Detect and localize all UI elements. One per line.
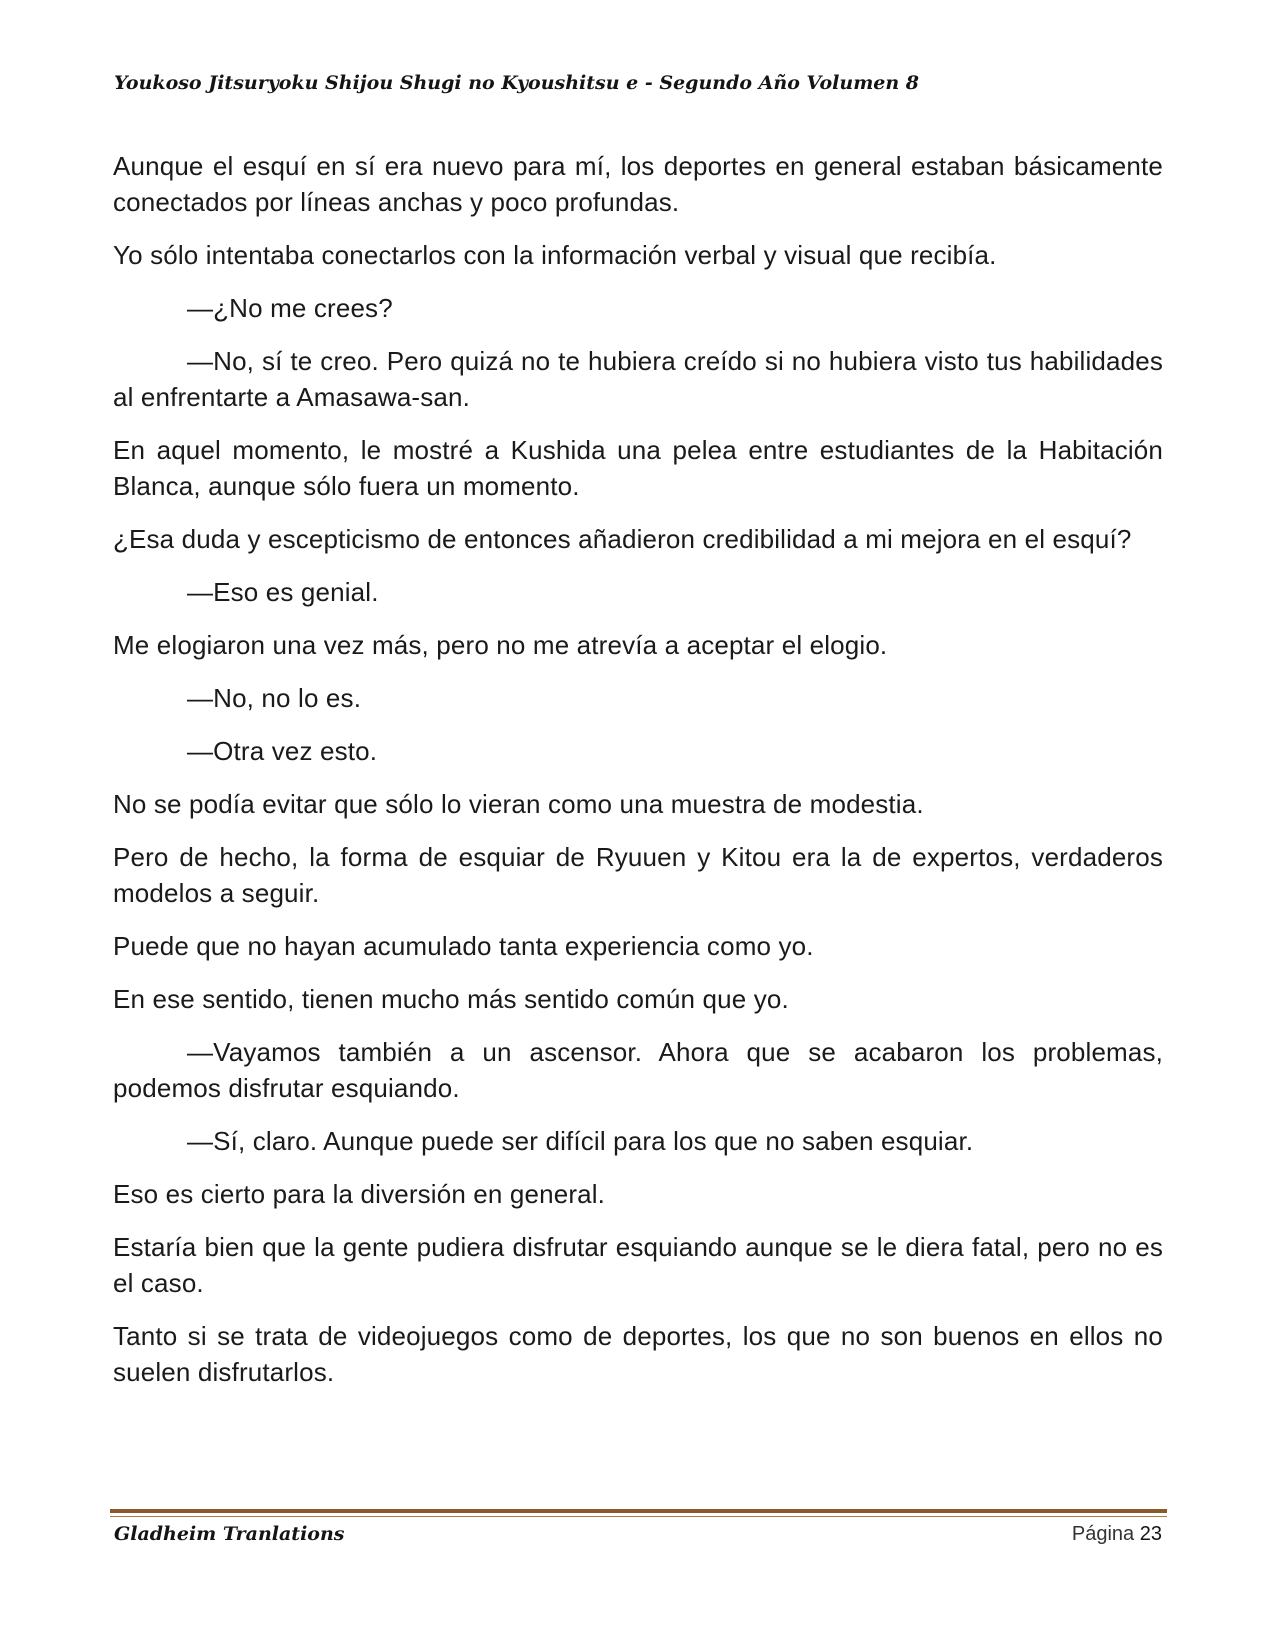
body-text [113,148,1163,1407]
dialog-paragraph: —Eso es genial. [187,577,379,607]
paragraph: Pero de hecho, la forma de esquiar de Ryuuen y Kitou era la de expertos, verdaderos modelos a seguir. [113,842,1163,908]
paragraph: En ese sentido, tienen mucho más sentido común que yo. [113,984,789,1014]
page-header-title: Youkoso Jitsuryoku Shijou Shugi no Kyoushitsu e - Segundo Año Volumen 8 [114,72,920,94]
dialog-paragraph: —Sí, claro. Aunque puede ser difícil para los que no saben esquiar. [187,1126,974,1156]
paragraph: No se podía evitar que sólo lo vieran como una muestra de modestia. [113,789,924,819]
footer-divider-thin [110,1516,1167,1517]
footer-page-indicator [1072,1523,1162,1546]
footer-translator: Gladheim Tranlations [114,1523,345,1545]
page-label: Página [1071,1523,1135,1545]
paragraph: Me elogiaron una vez más, pero no me atrevía a aceptar el elogio. [113,630,888,660]
paragraph: Aunque el esquí en sí era nuevo para mí, los deportes en general estaban básicamente conectados por líneas anchas y poco profundas. [113,151,1163,217]
paragraph: Eso es cierto para la diversión en general. [113,1179,606,1209]
dialog-paragraph: —No, sí te creo. Pero quizá no te hubiera creído si no hubiera visto tus habilidades al enfrentarte a Amasawa-san. [113,346,1163,412]
page-number: 23 [1139,1523,1162,1545]
paragraph: Estaría bien que la gente pudiera disfrutar esquiando aunque se le diera fatal, pero no es el caso. [113,1232,1163,1298]
footer-divider [110,1509,1167,1513]
paragraph: ¿Esa duda y escepticismo de entonces añadieron credibilidad a mi mejora en el esquí? [113,524,1132,554]
paragraph: En aquel momento, le mostré a Kushida una pelea entre estudiantes de la Habitación Blanca, aunque sólo fuera un momento. [113,435,1163,501]
dialog-paragraph: —No, no lo es. [187,683,362,713]
paragraph: Yo sólo intentaba conectarlos con la información verbal y visual que recibía. [113,240,997,270]
paragraph: Tanto si se trata de videojuegos como de deportes, los que no son buenos en ellos no suelen disfrutarlos. [113,1321,1163,1387]
dialog-paragraph: —¿No me crees? [187,293,393,323]
dialog-paragraph: —Otra vez esto. [187,736,378,766]
dialog-paragraph: —Vayamos también a un ascensor. Ahora que se acabaron los problemas, podemos disfrutar esquiando. [113,1037,1163,1103]
paragraph: Puede que no hayan acumulado tanta experiencia como yo. [113,931,814,961]
